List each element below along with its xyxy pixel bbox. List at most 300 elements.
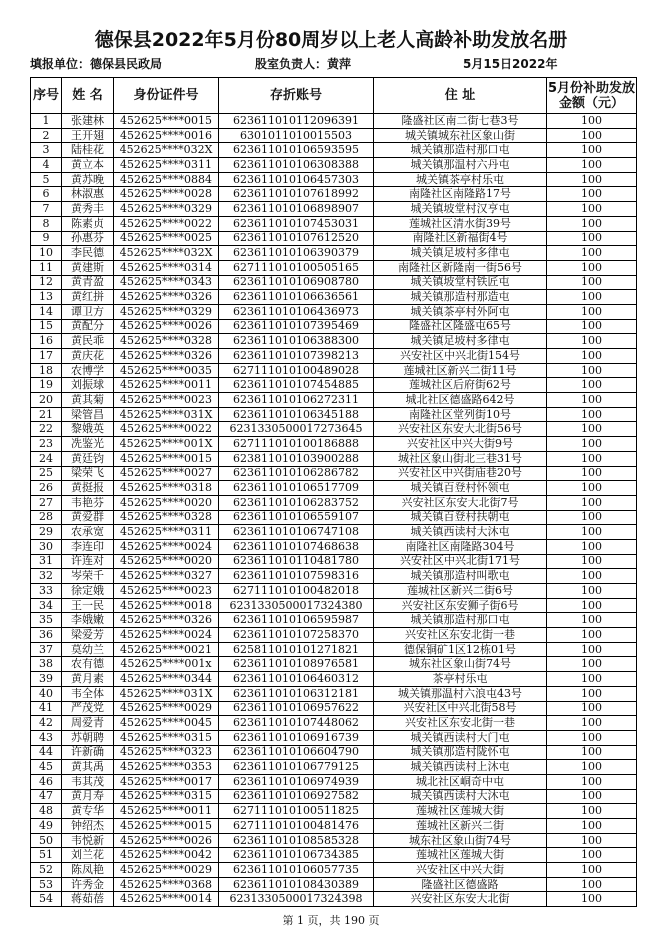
cell-index: 28 [31,510,62,525]
cell-index: 27 [31,495,62,510]
cell-address: 城关镇西读村大沐屯 [374,525,547,540]
cell-account-number: 623611010106595987 [219,613,374,628]
cell-id-number: 452625****0368 [114,877,219,892]
cell-id-number: 452625****0023 [114,584,219,599]
table-row [31,158,637,173]
cell-amount: 100 [547,172,637,187]
cell-index: 52 [31,863,62,878]
cell-account-number: 6231330500017324398 [219,892,374,907]
cell-name: 谭卫方 [62,304,114,319]
cell-name: 黄专华 [62,804,114,819]
cell-amount: 100 [547,495,637,510]
cell-address: 隆盛社区南二街七巷3号 [374,114,547,129]
cell-amount: 100 [547,143,637,158]
table-row [31,833,637,848]
cell-address: 城关镇百登村扶朝屯 [374,510,547,525]
cell-name: 梁管昌 [62,407,114,422]
cell-index: 5 [31,172,62,187]
table-row [31,451,637,466]
cell-index: 37 [31,642,62,657]
header-name: 姓 名 [62,78,114,114]
cell-account-number: 623611010107612520 [219,231,374,246]
cell-index: 6 [31,187,62,202]
cell-amount: 100 [547,510,637,525]
cell-amount: 100 [547,554,637,569]
table-row [31,481,637,496]
cell-name: 农有德 [62,657,114,672]
cell-account-number: 6231330500017324380 [219,598,374,613]
cell-amount: 100 [547,642,637,657]
cell-index: 7 [31,202,62,217]
cell-address: 南隆社区新福街4号 [374,231,547,246]
cell-index: 11 [31,260,62,275]
cell-account-number: 623611010107468638 [219,539,374,554]
cell-address: 莲城社区清水街39号 [374,216,547,231]
cell-account-number: 623811010103900288 [219,451,374,466]
table-row [31,304,637,319]
cell-id-number: 452625****0045 [114,716,219,731]
cell-amount: 100 [547,745,637,760]
cell-id-number: 452625****0023 [114,393,219,408]
cell-amount: 100 [547,158,637,173]
cell-index: 2 [31,128,62,143]
cell-amount: 100 [547,231,637,246]
table-row [31,422,637,437]
table-row [31,789,637,804]
cell-id-number: 452625****0022 [114,216,219,231]
cell-index: 19 [31,378,62,393]
cell-name: 黄其禹 [62,760,114,775]
cell-id-number: 452625****0027 [114,466,219,481]
cell-index: 9 [31,231,62,246]
cell-address: 南隆社区堂列街10号 [374,407,547,422]
cell-id-number: 452625****0329 [114,202,219,217]
cell-name: 黄配分 [62,319,114,334]
cell-name: 刘振球 [62,378,114,393]
cell-account-number: 627111010100481476 [219,819,374,834]
cell-index: 32 [31,569,62,584]
cell-address: 城北社区峒奇中屯 [374,774,547,789]
cell-address: 南隆社区南隆路17号 [374,187,547,202]
cell-address: 城关镇坡堂村铁匠屯 [374,275,547,290]
cell-account-number: 623611010107454885 [219,378,374,393]
cell-account-number: 623611010110481780 [219,554,374,569]
cell-account-number: 627111010100511825 [219,804,374,819]
table-row [31,584,637,599]
cell-address: 城关镇茶亭村外阿屯 [374,304,547,319]
cell-name: 黄苏晚 [62,172,114,187]
cell-address: 兴安社区中兴大街 [374,863,547,878]
header-address: 住 址 [374,78,547,114]
cell-account-number: 623611010107598316 [219,569,374,584]
cell-address: 兴安社区东安北街一巷 [374,716,547,731]
cell-amount: 100 [547,114,637,129]
cell-id-number: 452625****0015 [114,114,219,129]
cell-address: 城关镇那造村那口屯 [374,613,547,628]
cell-address: 城北社区德盛路642号 [374,393,547,408]
table-row [31,260,637,275]
cell-index: 45 [31,760,62,775]
cell-name: 蒋茹蓓 [62,892,114,907]
cell-name: 钟绍杰 [62,819,114,834]
section-officer: 股室负责人：黄萍 [255,57,352,71]
cell-id-number: 452625****0042 [114,848,219,863]
cell-account-number: 623611010106898907 [219,202,374,217]
cell-amount: 100 [547,202,637,217]
cell-address: 城关镇那温村六丹屯 [374,158,547,173]
cell-account-number: 6301011010015503 [219,128,374,143]
cell-amount: 100 [547,569,637,584]
table-row [31,187,637,202]
table-row [31,863,637,878]
cell-id-number: 452625****032X [114,246,219,261]
cell-address: 隆盛社区德盛路 [374,877,547,892]
cell-account-number: 623611010107395469 [219,319,374,334]
cell-id-number: 452625****0343 [114,275,219,290]
cell-id-number: 452625****0315 [114,730,219,745]
cell-address: 城关镇那造村叫歌屯 [374,569,547,584]
cell-id-number: 452625****031X [114,686,219,701]
table-row [31,216,637,231]
cell-amount: 100 [547,877,637,892]
cell-index: 40 [31,686,62,701]
header-account-number: 存折账号 [219,78,374,114]
table-body [31,114,637,907]
cell-id-number: 452625****0315 [114,789,219,804]
cell-id-number: 452625****0326 [114,613,219,628]
table-row [31,290,637,305]
cell-id-number: 452625****0011 [114,378,219,393]
cell-name: 韦其茂 [62,774,114,789]
cell-amount: 100 [547,187,637,202]
cell-id-number: 452625****001x [114,657,219,672]
cell-id-number: 452625****0026 [114,319,219,334]
cell-id-number: 452625****0328 [114,334,219,349]
table-row [31,114,637,129]
table-row [31,598,637,613]
cell-amount: 100 [547,628,637,643]
cell-amount: 100 [547,863,637,878]
cell-index: 54 [31,892,62,907]
cell-id-number: 452625****0021 [114,642,219,657]
cell-index: 29 [31,525,62,540]
table-row [31,393,637,408]
cell-name: 黄红拼 [62,290,114,305]
cell-address: 兴安社区中兴北街154号 [374,349,547,364]
cell-address: 城关镇那造村陇怀屯 [374,745,547,760]
cell-address: 德保铜矿1区12栋01号 [374,642,547,657]
cell-name: 徐定娥 [62,584,114,599]
subsidy-roster-table [30,77,637,907]
table-row [31,172,637,187]
cell-id-number: 452625****0020 [114,554,219,569]
cell-account-number: 627111010100505165 [219,260,374,275]
cell-amount: 100 [547,701,637,716]
table-row [31,774,637,789]
table-row [31,466,637,481]
cell-address: 南隆社区南隆路304号 [374,539,547,554]
cell-address: 南隆社区新隆南一街56号 [374,260,547,275]
table-row [31,642,637,657]
cell-index: 4 [31,158,62,173]
cell-index: 50 [31,833,62,848]
cell-name: 黎娥英 [62,422,114,437]
cell-address: 兴安社区中兴大街9号 [374,437,547,452]
table-row [31,128,637,143]
cell-account-number: 623611010107453031 [219,216,374,231]
cell-address: 城关镇百登村怀领屯 [374,481,547,496]
cell-address: 城关镇西读村大门屯 [374,730,547,745]
cell-index: 35 [31,613,62,628]
header-amount [547,78,637,114]
cell-id-number: 452625****0029 [114,701,219,716]
cell-index: 48 [31,804,62,819]
cell-name: 农博学 [62,363,114,378]
cell-address: 莲城社区新兴二街11号 [374,363,547,378]
table-row [31,716,637,731]
cell-amount: 100 [547,466,637,481]
cell-amount: 100 [547,672,637,687]
cell-amount: 100 [547,598,637,613]
cell-address: 城关镇那温村六浪屯43号 [374,686,547,701]
table-row [31,672,637,687]
table-row [31,628,637,643]
cell-index: 17 [31,349,62,364]
cell-id-number: 452625****0020 [114,495,219,510]
table-row [31,613,637,628]
cell-account-number: 623611010108585328 [219,833,374,848]
cell-name: 冼鉴光 [62,437,114,452]
cell-id-number: 452625****0024 [114,539,219,554]
cell-name: 李娥嫩 [62,613,114,628]
header-id-number: 身份证件号 [114,78,219,114]
cell-id-number: 452625****0311 [114,525,219,540]
cell-name: 王开翅 [62,128,114,143]
cell-index: 30 [31,539,62,554]
cell-index: 38 [31,657,62,672]
table-row [31,143,637,158]
cell-index: 14 [31,304,62,319]
cell-amount: 100 [547,819,637,834]
table-row [31,510,637,525]
cell-account-number: 623611010106272311 [219,393,374,408]
table-row [31,378,637,393]
cell-id-number: 452625****0326 [114,349,219,364]
cell-index: 21 [31,407,62,422]
table-row [31,539,637,554]
header-amount-line2: 金额（元） [558,95,624,111]
cell-amount: 100 [547,848,637,863]
cell-amount: 100 [547,716,637,731]
table-row [31,745,637,760]
cell-address: 城关镇足坡村多律屯 [374,334,547,349]
cell-amount: 100 [547,760,637,775]
cell-account-number: 623611010106559107 [219,510,374,525]
cell-account-number: 623611010106604790 [219,745,374,760]
cell-index: 26 [31,481,62,496]
cell-index: 15 [31,319,62,334]
page-number: 第 1 页，共 190 页 [282,914,380,927]
cell-amount: 100 [547,686,637,701]
table-row [31,231,637,246]
cell-id-number: 452625****001X [114,437,219,452]
cell-account-number: 627111010100482018 [219,584,374,599]
cell-name: 陈凤艳 [62,863,114,878]
cell-name: 莫幼兰 [62,642,114,657]
cell-address: 兴安社区东安大北街7号 [374,495,547,510]
cell-name: 韦艳芬 [62,495,114,510]
cell-account-number: 623611010106390379 [219,246,374,261]
cell-amount: 100 [547,319,637,334]
table-row [31,701,637,716]
cell-account-number: 623611010106779125 [219,760,374,775]
cell-account-number: 623611010107618992 [219,187,374,202]
cell-account-number: 623611010106286782 [219,466,374,481]
cell-name: 苏朝聘 [62,730,114,745]
table-row [31,554,637,569]
cell-amount: 100 [547,804,637,819]
document-title: 德保县2022年5月份80周岁以上老人高龄补助发放名册 [94,29,568,51]
cell-id-number: 452625****0028 [114,187,219,202]
cell-account-number: 623611010106460312 [219,672,374,687]
cell-amount: 100 [547,363,637,378]
cell-address: 莲城社区莲城大街 [374,848,547,863]
cell-name: 许新确 [62,745,114,760]
cell-amount: 100 [547,774,637,789]
cell-id-number: 452625****0029 [114,863,219,878]
cell-name: 李连印 [62,539,114,554]
cell-name: 农承宽 [62,525,114,540]
cell-account-number: 623611010106312181 [219,686,374,701]
cell-amount: 100 [547,260,637,275]
cell-id-number: 452625****0327 [114,569,219,584]
cell-amount: 100 [547,128,637,143]
cell-name: 黄青盈 [62,275,114,290]
cell-index: 43 [31,730,62,745]
cell-id-number: 452625****0024 [114,628,219,643]
cell-amount: 100 [547,584,637,599]
cell-index: 34 [31,598,62,613]
cell-account-number: 623611010106436973 [219,304,374,319]
cell-name: 黄月素 [62,672,114,687]
cell-address: 城关镇城东社区象山街 [374,128,547,143]
cell-address: 城关镇西读村上沐屯 [374,760,547,775]
cell-amount: 100 [547,393,637,408]
cell-name: 李民德 [62,246,114,261]
cell-address: 莲城社区新兴二街 [374,819,547,834]
cell-amount: 100 [547,892,637,907]
table-row [31,819,637,834]
cell-amount: 100 [547,789,637,804]
cell-address: 城关镇茶亭村乐屯 [374,172,547,187]
cell-address: 兴安社区东安大北街 [374,892,547,907]
cell-index: 12 [31,275,62,290]
cell-account-number: 623611010106388300 [219,334,374,349]
table-row [31,730,637,745]
cell-index: 13 [31,290,62,305]
cell-id-number: 452625****031X [114,407,219,422]
cell-account-number: 623611010106747108 [219,525,374,540]
cell-index: 33 [31,584,62,599]
cell-amount: 100 [547,275,637,290]
cell-amount: 100 [547,481,637,496]
cell-index: 3 [31,143,62,158]
cell-id-number: 452625****0884 [114,172,219,187]
cell-account-number: 623611010106517709 [219,481,374,496]
cell-amount: 100 [547,349,637,364]
cell-account-number: 623611010107398213 [219,349,374,364]
cell-amount: 100 [547,833,637,848]
table-row [31,407,637,422]
cell-id-number: 452625****0015 [114,819,219,834]
cell-name: 黄立本 [62,158,114,173]
cell-id-number: 452625****0014 [114,892,219,907]
cell-amount: 100 [547,451,637,466]
header-index: 序号 [31,78,62,114]
cell-id-number: 452625****0318 [114,481,219,496]
cell-name: 黄挺报 [62,481,114,496]
cell-account-number: 623611010106057735 [219,863,374,878]
cell-id-number: 452625****0353 [114,760,219,775]
table-row [31,202,637,217]
cell-account-number: 623611010106457303 [219,172,374,187]
table-row [31,525,637,540]
cell-id-number: 452625****0016 [114,128,219,143]
cell-amount: 100 [547,407,637,422]
cell-index: 10 [31,246,62,261]
cell-id-number: 452625****0035 [114,363,219,378]
table-row [31,804,637,819]
cell-index: 18 [31,363,62,378]
cell-name: 周爱青 [62,716,114,731]
cell-id-number: 452625****0314 [114,260,219,275]
cell-name: 黄建斯 [62,260,114,275]
cell-id-number: 452625****0015 [114,451,219,466]
cell-index: 46 [31,774,62,789]
cell-name: 韦悦新 [62,833,114,848]
cell-account-number: 625811010101271821 [219,642,374,657]
report-date: 5月15日2022年 [463,57,558,71]
cell-id-number: 452625****0311 [114,158,219,173]
cell-address: 莲城社区新兴二街6号 [374,584,547,599]
cell-account-number: 623611010108976581 [219,657,374,672]
cell-id-number: 452625****0344 [114,672,219,687]
cell-address: 莲城社区莲城大街 [374,804,547,819]
cell-index: 53 [31,877,62,892]
cell-account-number: 623611010106927582 [219,789,374,804]
cell-address: 城东社区象山街74号 [374,833,547,848]
cell-name: 黄月寿 [62,789,114,804]
cell-index: 36 [31,628,62,643]
table-row [31,892,637,907]
cell-amount: 100 [547,422,637,437]
cell-index: 49 [31,819,62,834]
table-row [31,349,637,364]
cell-account-number: 623611010107258370 [219,628,374,643]
cell-amount: 100 [547,334,637,349]
cell-address: 兴安社区东安狮子街6号 [374,598,547,613]
cell-amount: 100 [547,657,637,672]
table-header [31,78,637,114]
cell-index: 22 [31,422,62,437]
cell-name: 黄其菊 [62,393,114,408]
cell-account-number: 623611010106345188 [219,407,374,422]
cell-id-number: 452625****0323 [114,745,219,760]
cell-account-number: 623611010108430389 [219,877,374,892]
header-row [31,78,637,114]
cell-index: 51 [31,848,62,863]
cell-address: 城东社区象山街74号 [374,657,547,672]
